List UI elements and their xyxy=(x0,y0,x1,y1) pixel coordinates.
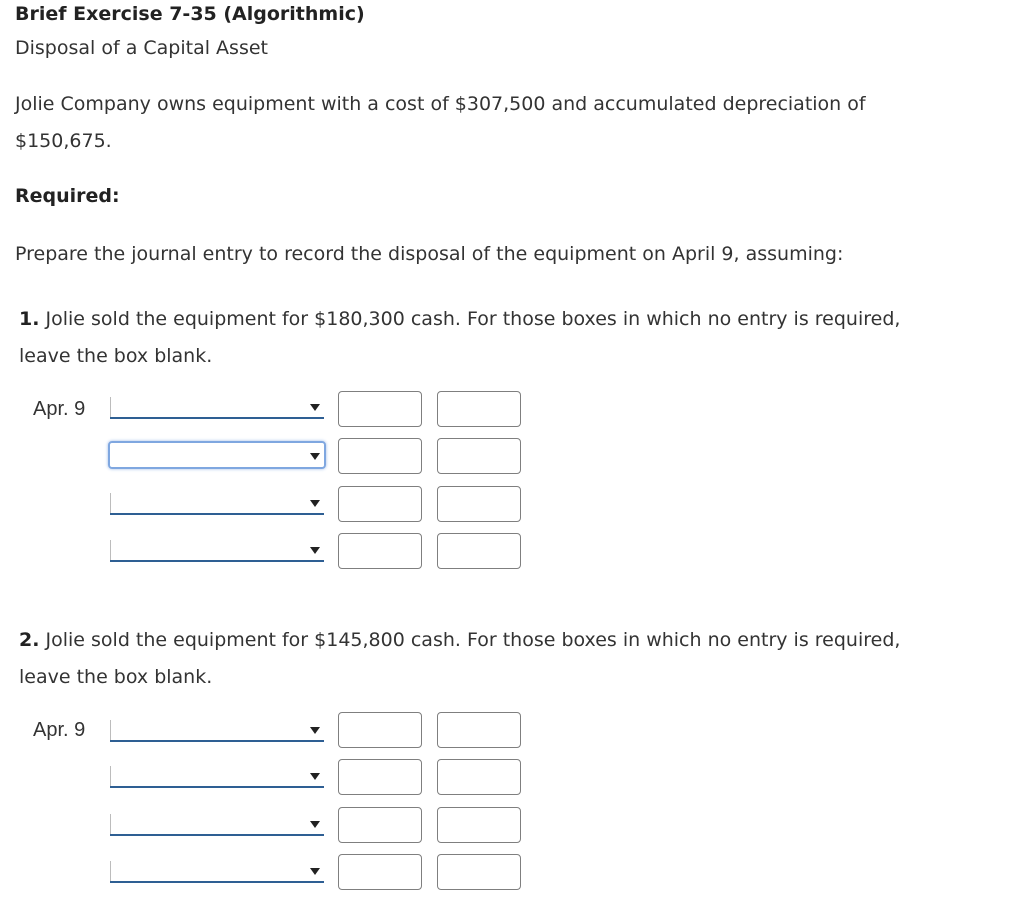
caret-down-icon xyxy=(310,500,320,507)
credit-input[interactable] xyxy=(437,438,521,474)
journal-row xyxy=(0,720,540,760)
journal-row xyxy=(0,493,540,533)
intro-line-1: Jolie Company owns equipment with a cost of $307,500 and accumulated depreciation of xyxy=(15,93,866,115)
account-select[interactable] xyxy=(108,441,326,469)
account-select[interactable] xyxy=(110,814,324,836)
journal-row xyxy=(0,441,540,481)
part-1-date: Apr. 9 xyxy=(33,398,86,420)
journal-row xyxy=(0,861,540,901)
part-1-line-2: leave the box blank. xyxy=(19,345,213,367)
debit-input[interactable] xyxy=(338,854,422,890)
credit-input[interactable] xyxy=(437,854,521,890)
part-2-line-1 xyxy=(19,622,900,659)
account-select[interactable] xyxy=(110,766,324,788)
journal-row xyxy=(0,397,540,437)
caret-down-icon xyxy=(310,773,320,780)
journal-row xyxy=(0,766,540,806)
debit-input[interactable] xyxy=(338,486,422,522)
debit-input[interactable] xyxy=(338,807,422,843)
part-1-line-1 xyxy=(19,301,900,338)
caret-down-icon xyxy=(310,547,320,554)
account-select[interactable] xyxy=(110,861,324,883)
exercise-subtitle: Disposal of a Capital Asset xyxy=(15,37,268,59)
journal-row xyxy=(0,814,540,854)
debit-input[interactable] xyxy=(338,438,422,474)
credit-input[interactable] xyxy=(437,759,521,795)
credit-input[interactable] xyxy=(437,391,521,427)
credit-input[interactable] xyxy=(437,533,521,569)
credit-input[interactable] xyxy=(437,712,521,748)
part-2-number: 2. xyxy=(19,629,40,651)
debit-input[interactable] xyxy=(338,759,422,795)
caret-down-icon xyxy=(310,821,320,828)
caret-down-icon xyxy=(310,453,320,460)
account-select[interactable] xyxy=(110,540,324,562)
required-heading: Required: xyxy=(15,185,120,207)
debit-input[interactable] xyxy=(338,533,422,569)
caret-down-icon xyxy=(310,404,320,411)
intro-line-2: $150,675. xyxy=(15,130,112,152)
part-2-text: Jolie sold the equipment for $145,800 cash. For those boxes in which no entry is required, xyxy=(45,629,901,651)
credit-input[interactable] xyxy=(437,486,521,522)
part-2-line-2: leave the box blank. xyxy=(19,666,213,688)
exercise-title: Brief Exercise 7-35 (Algorithmic) xyxy=(15,3,365,25)
part-1-text: Jolie sold the equipment for $180,300 cash. For those boxes in which no entry is required, xyxy=(45,308,901,330)
part-2-date: Apr. 9 xyxy=(33,719,86,741)
caret-down-icon xyxy=(310,727,320,734)
account-select[interactable] xyxy=(110,397,324,419)
debit-input[interactable] xyxy=(338,391,422,427)
caret-down-icon xyxy=(310,868,320,875)
account-select[interactable] xyxy=(110,493,324,515)
journal-row xyxy=(0,540,540,580)
credit-input[interactable] xyxy=(437,807,521,843)
debit-input[interactable] xyxy=(338,712,422,748)
instructions: Prepare the journal entry to record the disposal of the equipment on April 9, assuming: xyxy=(15,243,844,265)
part-1-number: 1. xyxy=(19,308,40,330)
account-select[interactable] xyxy=(110,720,324,742)
